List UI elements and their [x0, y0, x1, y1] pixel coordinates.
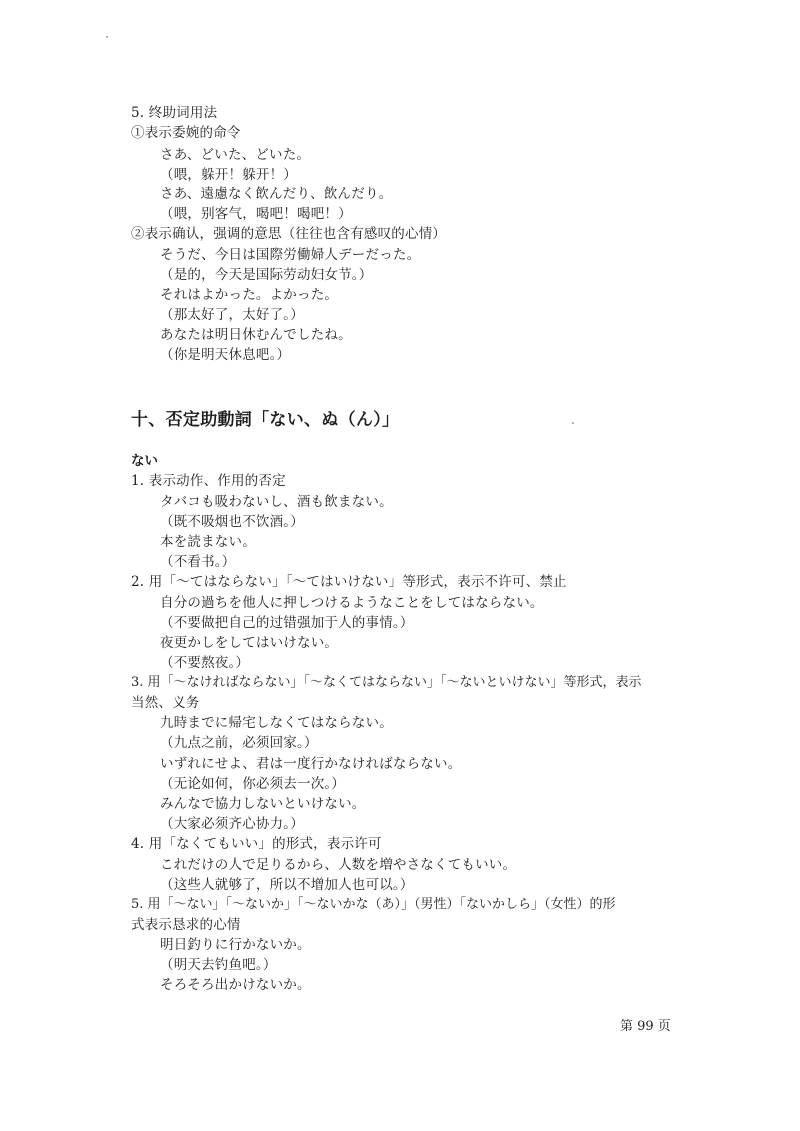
example-japanese: いずれにせよ、君は一度行かなければならない。	[160, 756, 462, 772]
chapter-title: 十、否定助動詞「ない、ぬ（ん）」	[131, 410, 400, 430]
example-translation: （那太好了，太好了。）	[160, 307, 304, 323]
page-number: 第 99 页	[620, 1019, 671, 1034]
example-translation: （明天去钓鱼吧。）	[160, 957, 277, 973]
example-japanese: あなたは明日休むんでしたね。	[160, 327, 352, 343]
example-japanese: それはよかった。よかった。	[160, 287, 339, 303]
subsection-title: ①表示委婉的命令	[131, 125, 241, 141]
example-translation: （喂，别客气，喝吧！喝吧！）	[160, 206, 352, 222]
example-translation: （不要熬夜。）	[160, 655, 250, 671]
item-title-continued: 当然、义务	[131, 695, 200, 711]
scan-speck	[572, 422, 574, 424]
item-title-continued: 式表示恳求的心情	[131, 917, 241, 933]
section-heading: 5. 终助词用法	[131, 105, 218, 121]
example-japanese: そろそろ出かけないか。	[160, 977, 311, 993]
example-translation: （大家必须齐心协力。）	[160, 816, 304, 832]
example-translation: （你是明天休息吧。）	[160, 347, 291, 363]
example-japanese: タバコも吸わないし、酒も飲まない。	[160, 494, 393, 510]
item-title: 4. 用「なくてもいい」的形式，表示许可	[131, 836, 382, 852]
example-translation: （喂，躲开！躲开！）	[160, 167, 297, 183]
example-japanese: 自分の過ちを他人に押しつけるようなことをしてはならない。	[160, 595, 544, 611]
item-title: 2. 用「～てはならない」「～てはいけない」等形式，表示不许可、禁止	[131, 574, 567, 590]
example-translation: （不看书。）	[160, 554, 236, 570]
example-translation: （这些人就够了，所以不增加人也可以。）	[160, 877, 414, 893]
item-title: 5. 用「～ない」「～ないか」「～ないかな（あ）」（男性）「ないかしら」（女性）的形	[131, 897, 616, 912]
example-japanese: 本を読まない。	[160, 534, 256, 550]
example-japanese: みんなで協力しないといけない。	[160, 796, 366, 812]
example-japanese: そうだ、今日は国際労働婦人デーだった。	[160, 247, 421, 263]
example-japanese: さあ、どいた、どいた。	[160, 147, 311, 163]
example-translation: （既不吸烟也不饮酒。）	[160, 514, 304, 530]
example-japanese: これだけの人で足りるから、人数を増やさなくてもいい。	[160, 857, 517, 873]
example-japanese: さあ、遠慮なく飲んだり、飲んだり。	[160, 186, 393, 202]
example-translation: （无论如何，你必须去一次。）	[160, 776, 346, 792]
scan-speck	[106, 36, 108, 38]
item-title: 3. 用「～なければならない」「～なくてはならない」「～ないといけない」等形式，表示	[131, 675, 642, 690]
item-title: 1. 表示动作、作用的否定	[131, 473, 286, 489]
subsection-title: ②表示确认，强调的意思（往往也含有感叹的心情）	[131, 226, 447, 242]
example-japanese: 明日釣りに行かないか。	[160, 937, 311, 953]
example-translation: （是的，今天是国际劳动妇女节。）	[160, 267, 373, 283]
example-japanese: 夜更かしをしてはいけない。	[160, 635, 339, 651]
chapter-subheading: ない	[131, 453, 158, 469]
example-translation: （九点之前，必须回家。）	[160, 735, 318, 751]
example-japanese: 九時までに帰宅しなくてはならない。	[160, 715, 393, 731]
example-translation: （不要做把自己的过错强加于人的事情。）	[160, 615, 414, 631]
